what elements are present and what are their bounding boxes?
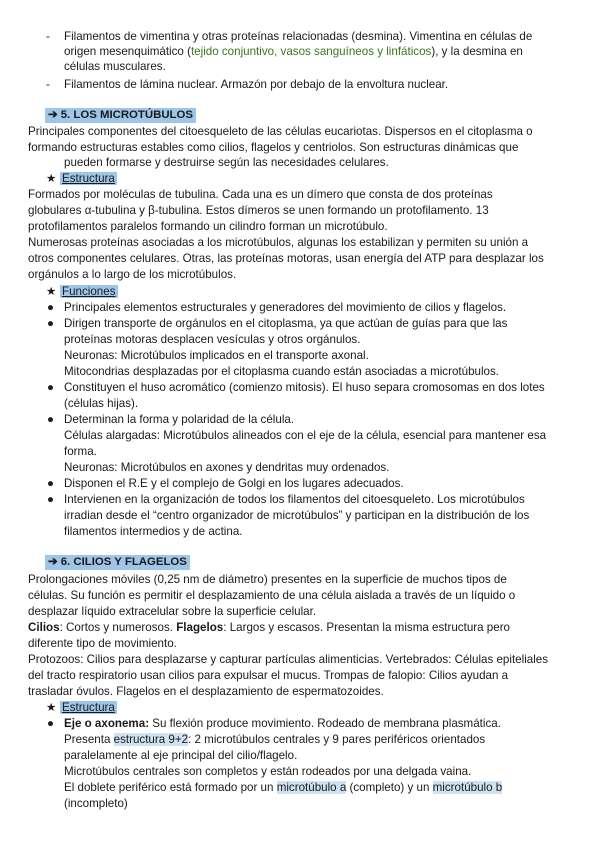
text-line: diferente tipo de movimiento.: [28, 637, 177, 650]
text-line: células. Su función es permitir el desplazamiento de una célula aislada a través de un líquido o: [28, 589, 516, 602]
list-item-line: irradian desde el “centro organizador de microtúbulos” y participan en la distribución de los: [64, 509, 530, 522]
bullet-icon: ●: [47, 301, 55, 314]
list-item-line: Neuronas: Microtúbulos implicados en el transporte axonal.: [64, 349, 369, 362]
text-line: Protozoos: Cilios para desplazarse y capturar partículas alimenticias. Vertebrados: Células epiteliales: [28, 653, 549, 666]
bullet-icon: ●: [47, 381, 55, 394]
list-item-line: El doblete periférico está formado por un microtúbulo a (completo) y un microtúbulo b: [64, 781, 503, 794]
list-item-line: forma.: [64, 445, 97, 458]
list-item-line: filamentos intermedios y de actina.: [64, 525, 243, 538]
bullet-icon: ●: [47, 717, 55, 730]
text-line: Cilios: Cortos y numerosos. Flagelos: Largos y escasos. Presentan la misma estructura pero: [28, 621, 511, 634]
bullet-icon: ●: [47, 493, 55, 506]
list-item-line: Microtúbulos centrales son completos y están rodeados por una delgada vaina.: [64, 765, 472, 778]
list-item-line: proteínas motoras desplacen vesículas y otros orgánulos.: [64, 333, 361, 346]
highlight: microtúbulo b: [432, 781, 503, 794]
star-icon: ★: [46, 172, 57, 185]
text-line: pueden formarse y destruirse según las necesidades celulares.: [64, 156, 389, 169]
text-line: desplazar líquido extracelular sobre la superficie celular.: [28, 605, 317, 618]
text-line: del tracto respiratorio usan cilios para expulsar el mucus. Trompas de falopio: Cilios ayudan a: [28, 669, 509, 682]
highlight: microtúbulo a: [276, 781, 347, 794]
subheading-estructura-cilios: ★ Estructura: [46, 701, 115, 714]
list-item: Dirigen transporte de orgánulos en el citoplasma, ya que actúan de guías para que las: [64, 317, 508, 330]
text-line: Filamentos de vimentina y otras proteínas relacionadas (desmina). Vimentina en células de: [64, 30, 533, 43]
text-line: Numerosas proteínas asociadas a los microtúbulos, algunas los estabilizan y permiten su unión a: [28, 236, 529, 249]
text-line: Filamentos de lámina nuclear. Armazón por debajo de la envoltura nuclear.: [64, 78, 449, 91]
text-line: globulares α-tubulina y β-tubulina. Estos dímeros se unen formando un protofilamento. 13: [28, 204, 489, 217]
list-item-line: Neuronas: Microtúbulos en axones y dendritas muy ordenados.: [64, 461, 390, 474]
subheading-estructura: ★ Estructura: [46, 172, 115, 185]
text-line: otros componentes celulares. Otras, las proteínas motoras, usan energía del ATP para desplazar los: [28, 252, 544, 265]
text-line: Prolongaciones móviles (0,25 nm de diámetro) presentes en la superficie de muchos tipos de: [28, 573, 507, 586]
text-line: orgánulos a lo largo de los microtúbulos.: [28, 268, 237, 281]
dash-marker: -: [46, 30, 50, 43]
list-item-line: Células alargadas: Microtúbulos alineados con el eje de la célula, esencial para mantener esa: [64, 429, 547, 442]
list-item: Disponen el R.E y el complejo de Golgi en los lugares adecuados.: [64, 477, 404, 490]
bullet-icon: ●: [47, 413, 55, 426]
list-item-line: paralelamente al eje principal del cilio/flagelo.: [64, 749, 298, 762]
dash-marker: -: [46, 78, 50, 91]
highlight: estructura 9+2: [113, 733, 189, 746]
text-line: Principales componentes del citoesqueleto de las células eucariotas. Dispersos en el citoplasma o: [28, 125, 533, 138]
list-item-line: (incompleto): [64, 797, 128, 810]
text-line: formando estructuras estables como cilios, flagelos y centriolos. Son estructuras dinámicas que: [28, 141, 519, 154]
text-line: Formados por moléculas de tubulina. Cada una es un dímero que consta de dos proteínas: [28, 188, 493, 201]
list-item: Principales elementos estructurales y generadores del movimiento de cilios y flagelos.: [64, 301, 507, 314]
list-item: Constituyen el huso acromático (comienzo mitosis). El huso separa cromosomas en dos lotes: [64, 381, 545, 394]
text-line: protofilamentos paralelos formando un cilindro forman un microtúbulo.: [28, 220, 388, 233]
bullet-icon: ●: [47, 477, 55, 490]
text-line: origen mesenquimático (tejido conjuntivo, vasos sanguíneos y linfáticos), y la desmina en: [64, 45, 523, 58]
section-heading-cilios-flagelos: ➔ 6. CILIOS Y FLAGELOS: [45, 555, 190, 570]
green-text: tejido conjuntivo, vasos sanguíneos y linfáticos: [190, 45, 432, 58]
text-line: trasladar óvulos. Flagelos en el desplazamiento de espermatozoides.: [28, 685, 384, 698]
list-item: Determinan la forma y polaridad de la célula.: [64, 413, 295, 426]
star-icon: ★: [46, 285, 57, 298]
section-heading-microtubulos: ➔ 5. LOS MICROTÚBULOS: [45, 108, 196, 123]
text-line: células musculares.: [64, 60, 166, 73]
list-item: Eje o axonema: Su flexión produce movimiento. Rodeado de membrana plasmática.: [64, 717, 501, 730]
list-item-line: Presenta estructura 9+2: 2 microtúbulos centrales y 9 pares periféricos orientados: [64, 733, 486, 746]
star-icon: ★: [46, 701, 57, 714]
subheading-funciones: ★ Funciones: [46, 285, 116, 298]
list-item: Intervienen en la organización de todos los filamentos del citoesqueleto. Los microtúbulos: [64, 493, 525, 506]
bullet-icon: ●: [47, 317, 55, 330]
list-item-line: (células hijas).: [64, 397, 139, 410]
list-item-line: Mitocondrias desplazadas por el citoplasma cuando están asociadas a microtúbulos.: [64, 365, 500, 378]
